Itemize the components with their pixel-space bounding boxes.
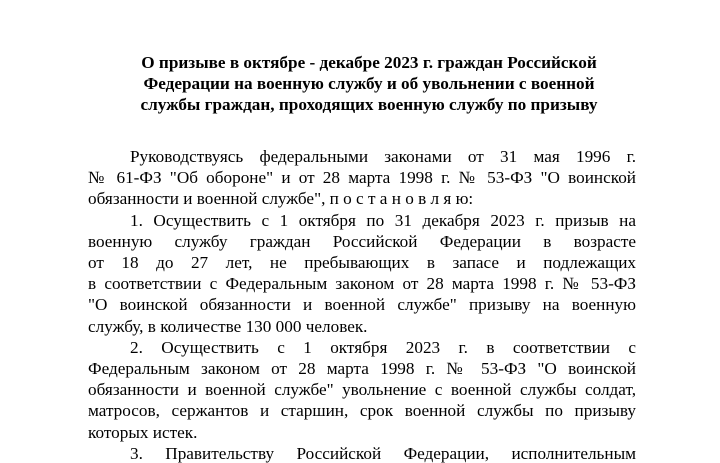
item-3-paragraph: [88, 443, 636, 463]
document-body: [88, 146, 636, 463]
paragraph-line: Руководствуясь федеральными законами от 31 мая 1996 г.: [130, 147, 636, 166]
paragraph-line: военную службу граждан Российской Федерации в возрасте: [88, 231, 636, 251]
paragraph-line: матросов, сержантов и старшин, срок военной службы по призыву: [88, 401, 636, 421]
paragraph-line: обязанности и военной службе", п о с т а н о в л я ю:: [88, 189, 474, 209]
paragraph-line: службу, в количестве 130 000 человек.: [88, 316, 368, 336]
preamble-paragraph: [88, 146, 636, 210]
item-2-paragraph: [88, 337, 636, 443]
paragraph-line: обязанности и военной службе" увольнение с военной службы солдат,: [88, 380, 636, 400]
title-line: службы граждан, проходящих военную службу по призыву: [140, 95, 598, 114]
paragraph-line: № 61-ФЗ "Об обороне" и от 28 марта 1998 г. № 53-ФЗ "О воинской: [88, 168, 636, 188]
paragraph-line: 3. Правительству Российской Федерации, исполнительным: [130, 443, 636, 463]
document-title: [96, 52, 642, 115]
paragraph-line: от 18 до 27 лет, не пребывающих в запасе и подлежащих: [88, 253, 636, 273]
item-1-paragraph: [88, 210, 636, 337]
paragraph-line: в соответствии с Федеральным законом от 28 марта 1998 г. № 53-ФЗ: [88, 274, 636, 294]
title-line: Федерации на военную службу и об увольнении с военной: [143, 74, 595, 93]
paragraph-line: 1. Осуществить с 1 октября по 31 декабря 2023 г. призыв на: [130, 210, 636, 230]
title-line: О призыве в октябре - декабре 2023 г. граждан Российской: [141, 53, 597, 72]
paragraph-line: которых истек.: [88, 422, 198, 442]
paragraph-line: 2. Осуществить с 1 октября 2023 г. в соответствии с: [130, 337, 636, 357]
paragraph-line: Федеральным законом от 28 марта 1998 г. № 53-ФЗ "О воинской: [88, 359, 636, 379]
paragraph-line: "О воинской обязанности и военной службе" призыву на военную: [88, 295, 636, 315]
